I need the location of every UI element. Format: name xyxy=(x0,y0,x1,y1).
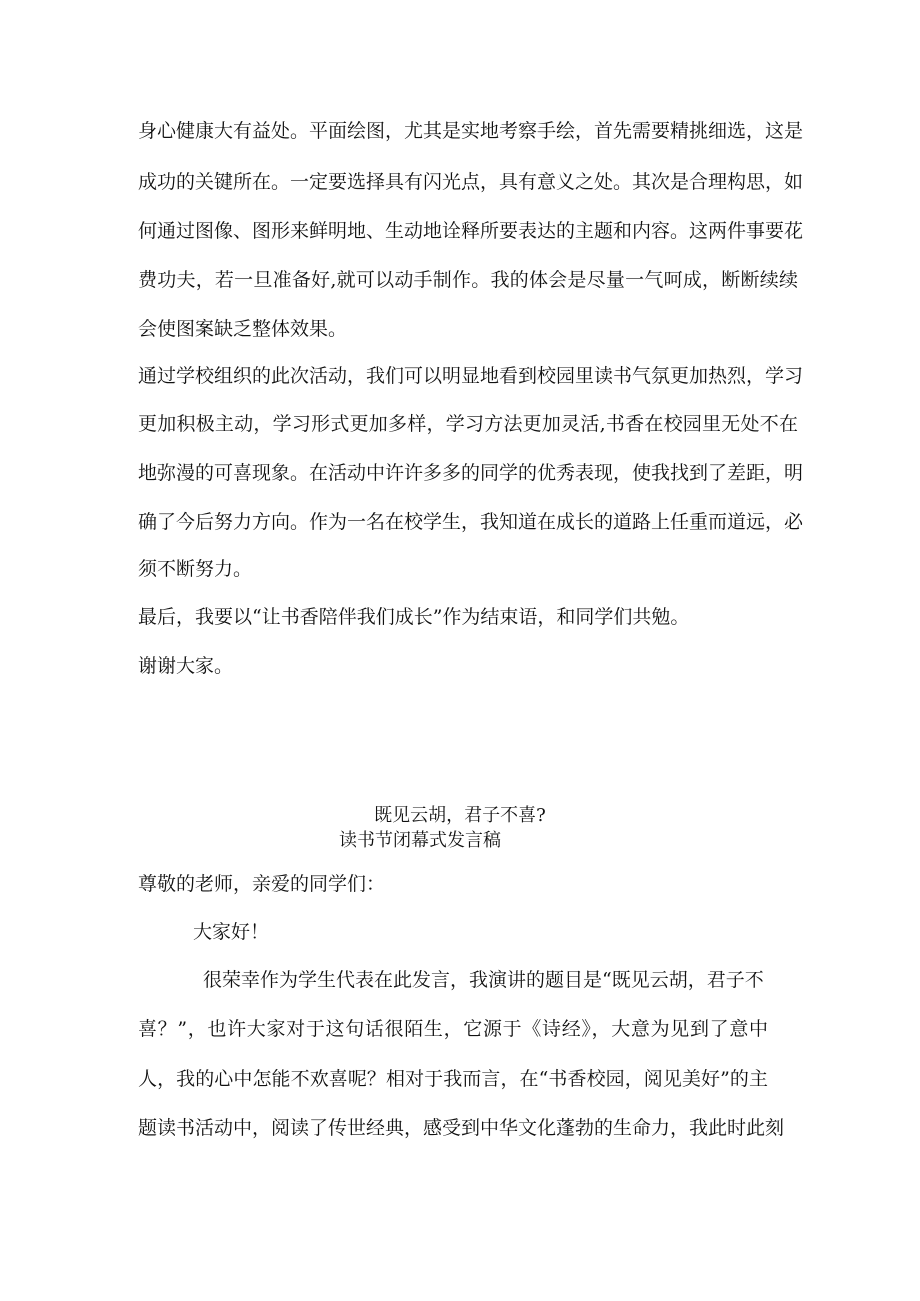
paragraph-line: 费功夫，若一旦准备好,就可以动手制作。我的体会是尽量一气呵成，断断续续 xyxy=(138,269,798,291)
paragraph-line: 很荣幸作为学生代表在此发言，我演讲的题目是“既见云胡，君子不 xyxy=(203,969,764,991)
paragraph-line: 人，我的心中怎能不欢喜呢？相对于我而言，在“书香校园，阅见美好”的主 xyxy=(138,1068,768,1090)
paragraph-line: 通过学校组织的此次活动，我们可以明显地看到校园里读书气氛更加热烈，学习 xyxy=(138,365,804,387)
paragraph-line: 须不断努力。 xyxy=(138,558,253,580)
salutation: 尊敬的老师，亲爱的同学们： xyxy=(138,873,386,895)
paragraph-line: 地弥漫的可喜现象。在活动中许许多多的同学的优秀表现，使我找到了差距，明 xyxy=(138,462,804,484)
speech-title: 既见云胡，君子不喜? xyxy=(374,805,546,826)
thanks-line: 谢谢大家。 xyxy=(138,655,234,677)
paragraph-line: 喜？”，也许大家对于这句话很陌生，它源于《诗经》，大意为见到了意中 xyxy=(138,1018,768,1040)
closing-line: 最后，我要以“让书香陪伴我们成长”作为结束语，和同学们共勉。 xyxy=(138,606,690,628)
paragraph-line: 题读书活动中，阅读了传世经典，感受到中华文化蓬勃的生命力，我此时此刻 xyxy=(138,1117,785,1139)
paragraph-line: 何通过图像、图形来鲜明地、生动地诠释所要表达的主题和内容。这两件事要花 xyxy=(138,220,804,242)
speech-subtitle: 读书节闭幕式发言稿 xyxy=(339,830,501,851)
greeting: 大家好！ xyxy=(193,921,270,943)
paragraph-line: 成功的关键所在。一定要选择具有闪光点，具有意义之处。其次是合理构思，如 xyxy=(138,171,804,193)
paragraph-line: 确了今后努力方向。作为一名在校学生，我知道在成长的道路上任重而道远，必 xyxy=(138,511,804,533)
paragraph-line: 会使图案缺乏整体效果。 xyxy=(138,318,348,340)
paragraph-line: 更加积极主动，学习形式更加多样，学习方法更加灵活,书香在校园里无处不在 xyxy=(138,413,798,435)
paragraph-line: 身心健康大有益处。平面绘图，尤其是实地考察手绘，首先需要精挑细选，这是 xyxy=(138,120,804,142)
